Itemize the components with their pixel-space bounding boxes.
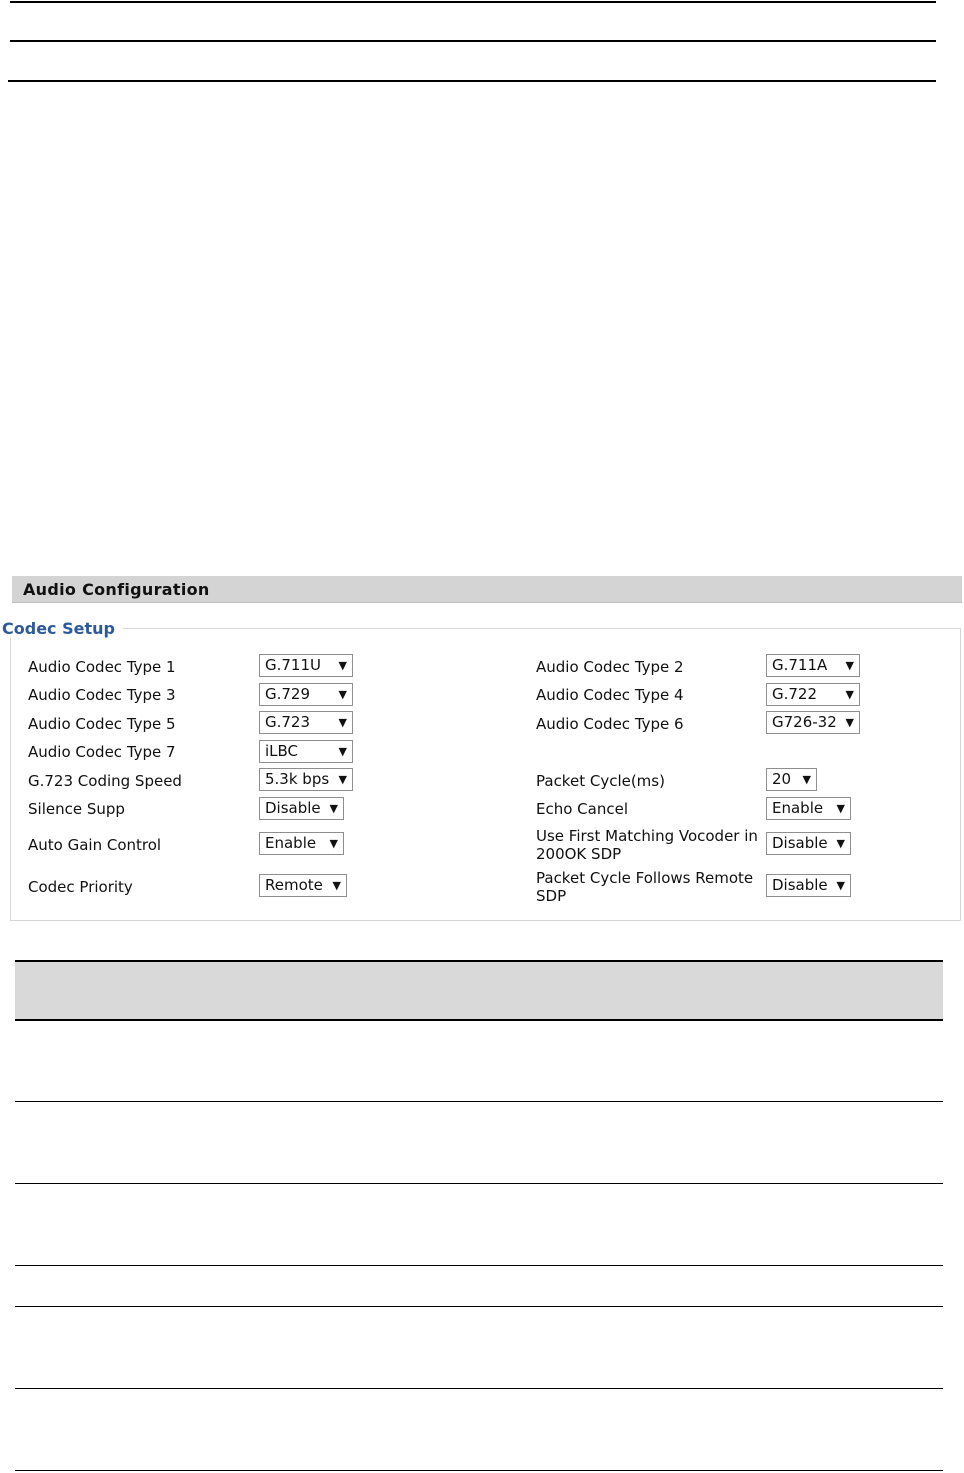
silence-supp-select[interactable] [259, 797, 344, 820]
coding-speed-select[interactable] [259, 768, 353, 791]
codec-type-5-label: Audio Codec Type 5 [28, 715, 176, 733]
chevron-down-icon: ▼ [338, 659, 347, 672]
select-value: G.711A [772, 656, 828, 674]
codec-type-7-label: Audio Codec Type 7 [28, 743, 176, 761]
select-value: Remote [265, 876, 323, 894]
codec-type-4-select[interactable] [766, 683, 860, 706]
silence-supp-label: Silence Supp [28, 800, 125, 818]
chevron-down-icon: ▼ [329, 837, 338, 850]
codec-type-5-select[interactable] [259, 711, 353, 734]
chevron-down-icon: ▼ [802, 773, 811, 786]
codec-priority-label: Codec Priority [28, 878, 133, 896]
audio-configuration-header [12, 576, 962, 603]
codec-type-3-label: Audio Codec Type 3 [28, 686, 176, 704]
select-value: G726-32 [772, 713, 837, 731]
select-value: Disable [772, 834, 828, 852]
codec-type-1-select[interactable] [259, 654, 353, 677]
select-value: G.729 [265, 685, 311, 703]
codec-priority-select[interactable] [259, 874, 347, 897]
chevron-down-icon: ▼ [338, 773, 347, 786]
first-vocoder-select[interactable] [766, 832, 851, 855]
table-rule-4 [15, 1265, 943, 1266]
codec-type-7-select[interactable] [259, 740, 353, 763]
table-rule-top [15, 960, 943, 962]
first-vocoder-label-line2: 200OK SDP [536, 845, 622, 863]
chevron-down-icon: ▼ [845, 688, 854, 701]
select-value: G.723 [265, 713, 311, 731]
table-rule-1 [15, 1019, 943, 1021]
select-value: Enable [265, 834, 317, 852]
auto-gain-select[interactable] [259, 832, 344, 855]
chevron-down-icon: ▼ [338, 688, 347, 701]
codec-type-6-label: Audio Codec Type 6 [536, 715, 684, 733]
table-rule-2 [15, 1101, 943, 1102]
chevron-down-icon: ▼ [845, 716, 854, 729]
select-value: G.711U [265, 656, 322, 674]
top-rule-2 [10, 40, 936, 42]
select-value: G.722 [772, 685, 818, 703]
codec-type-1-label: Audio Codec Type 1 [28, 658, 176, 676]
packet-cycle-select[interactable] [766, 768, 817, 791]
table-rule-7 [15, 1470, 943, 1471]
chevron-down-icon: ▼ [836, 837, 845, 850]
echo-cancel-label: Echo Cancel [536, 800, 628, 818]
select-value: Enable [772, 799, 824, 817]
auto-gain-label: Auto Gain Control [28, 836, 162, 854]
codec-setup-legend: Codec Setup [2, 619, 123, 638]
top-rule-1 [10, 1, 936, 3]
cycle-follows-select[interactable] [766, 874, 851, 897]
codec-type-3-select[interactable] [259, 683, 353, 706]
select-value: Disable [772, 876, 828, 894]
codec-type-4-label: Audio Codec Type 4 [536, 686, 684, 704]
codec-type-2-select[interactable] [766, 654, 860, 677]
cycle-follows-label-line1: Packet Cycle Follows Remote [536, 869, 754, 887]
table-header-row [15, 961, 943, 1019]
select-value: 20 [772, 770, 792, 788]
table-rule-3 [15, 1183, 943, 1184]
chevron-down-icon: ▼ [836, 802, 845, 815]
panel-title: Audio Configuration [23, 580, 210, 599]
table-rule-5 [15, 1306, 943, 1307]
cycle-follows-label-line2: SDP [536, 887, 567, 905]
chevron-down-icon: ▼ [332, 879, 341, 892]
chevron-down-icon: ▼ [338, 716, 347, 729]
first-vocoder-label-line1: Use First Matching Vocoder in [536, 827, 758, 845]
coding-speed-label: G.723 Coding Speed [28, 772, 182, 790]
chevron-down-icon: ▼ [338, 745, 347, 758]
chevron-down-icon: ▼ [329, 802, 338, 815]
chevron-down-icon: ▼ [845, 659, 854, 672]
echo-cancel-select[interactable] [766, 797, 851, 820]
packet-cycle-label: Packet Cycle(ms) [536, 772, 665, 790]
select-value: iLBC [265, 742, 299, 760]
select-value: 5.3k bps [265, 770, 330, 788]
chevron-down-icon: ▼ [836, 879, 845, 892]
codec-type-2-label: Audio Codec Type 2 [536, 658, 684, 676]
table-rule-6 [15, 1388, 943, 1389]
select-value: Disable [265, 799, 321, 817]
codec-type-6-select[interactable] [766, 711, 860, 734]
top-rule-3 [8, 80, 936, 82]
